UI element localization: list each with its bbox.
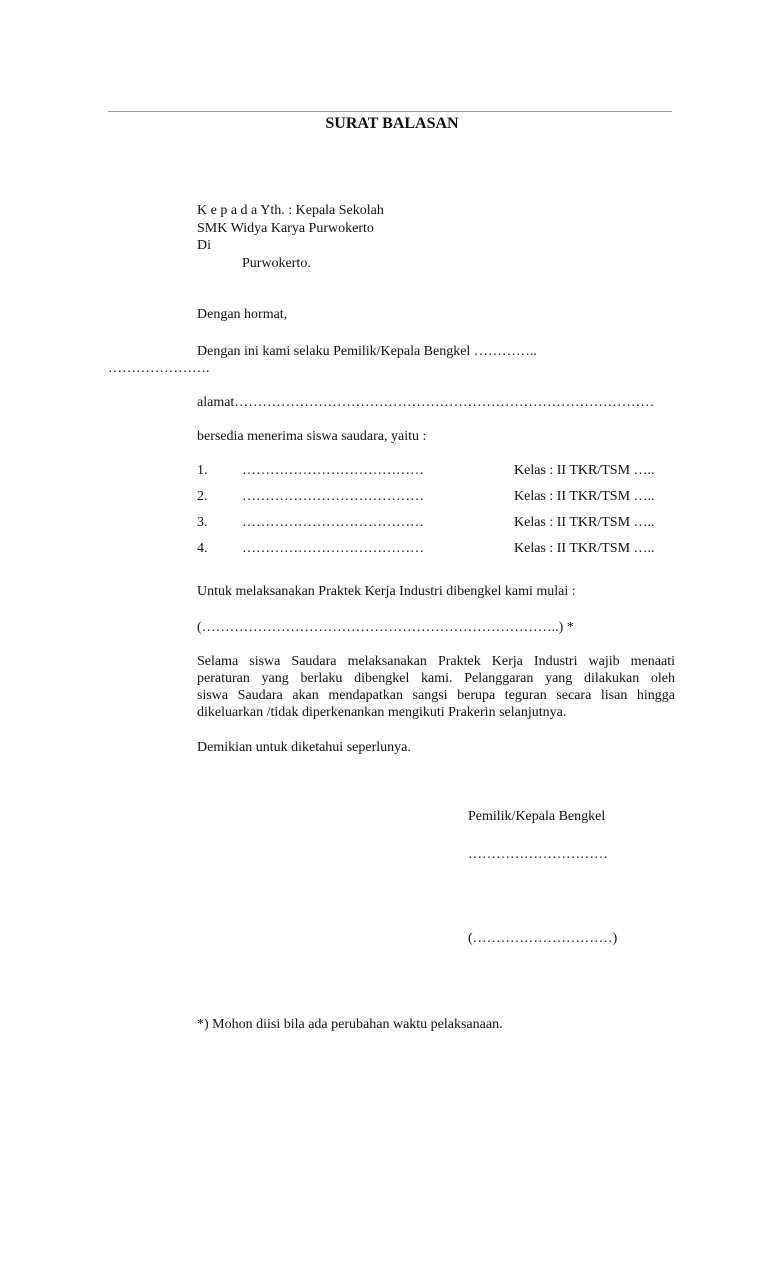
header-rule (108, 111, 672, 112)
student-class: Kelas : II TKR/TSM ….. (514, 515, 655, 530)
student-class: Kelas : II TKR/TSM ….. (514, 541, 655, 556)
address-line: alamat……………………………………………………………………………… (197, 395, 655, 410)
rules-line: siswa Saudara akan mendapatkan sangsi berupa teguran secara lisan hingga (197, 688, 675, 703)
student-number: 4. (197, 541, 208, 556)
student-class: Kelas : II TKR/TSM ….. (514, 463, 655, 478)
recipient-line-3: Di (197, 238, 211, 253)
rules-paragraph (197, 653, 675, 721)
recipient-line-1: K e p a d a Yth. : Kepala Sekolah (197, 203, 384, 218)
letter-title: SURAT BALASAN (325, 115, 459, 132)
rules-line: peraturan yang berlaku dibengkel kami. Pelanggaran yang dilakukan oleh (197, 671, 675, 686)
schedule-blank: (…………………………………………………………………..) * (197, 620, 574, 635)
student-class: Kelas : II TKR/TSM ….. (514, 489, 655, 504)
student-number: 3. (197, 515, 208, 530)
student-name-blank: ………………………………… (242, 489, 424, 504)
recipient-line-2: SMK Widya Karya Purwokerto (197, 221, 374, 236)
recipient-city: Purwokerto. (242, 256, 311, 271)
signature-role: Pemilik/Kepala Bengkel (468, 809, 606, 824)
student-name-blank: ………………………………… (242, 541, 424, 556)
student-name-blank: ………………………………… (242, 515, 424, 530)
student-number: 2. (197, 489, 208, 504)
accept-text: bersedia menerima siswa saudara, yaitu : (197, 429, 427, 444)
signature-place-blank: ………………………… (468, 847, 608, 862)
closing-text: Demikian untuk diketahui seperlunya. (197, 740, 411, 755)
rules-line: dikeluarkan /tidak diperkenankan mengikuti Prakerin selanjutnya. (197, 705, 567, 720)
student-number: 1. (197, 463, 208, 478)
greeting: Dengan hormat, (197, 307, 288, 322)
intro-text: Dengan ini kami selaku Pemilik/Kepala Bengkel ………….. (197, 344, 537, 359)
footnote: *) Mohon diisi bila ada perubahan waktu pelaksanaan. (197, 1017, 503, 1032)
rules-line: Selama siswa Saudara melaksanakan Praktek Kerja Industri wajib menaati (197, 654, 675, 669)
student-name-blank: ………………………………… (242, 463, 424, 478)
intro-continuation: …………………. (108, 361, 210, 376)
schedule-label: Untuk melaksanakan Praktek Kerja Industri dibengkel kami mulai : (197, 584, 576, 599)
signature-name-blank: (…………………………) (468, 931, 618, 946)
